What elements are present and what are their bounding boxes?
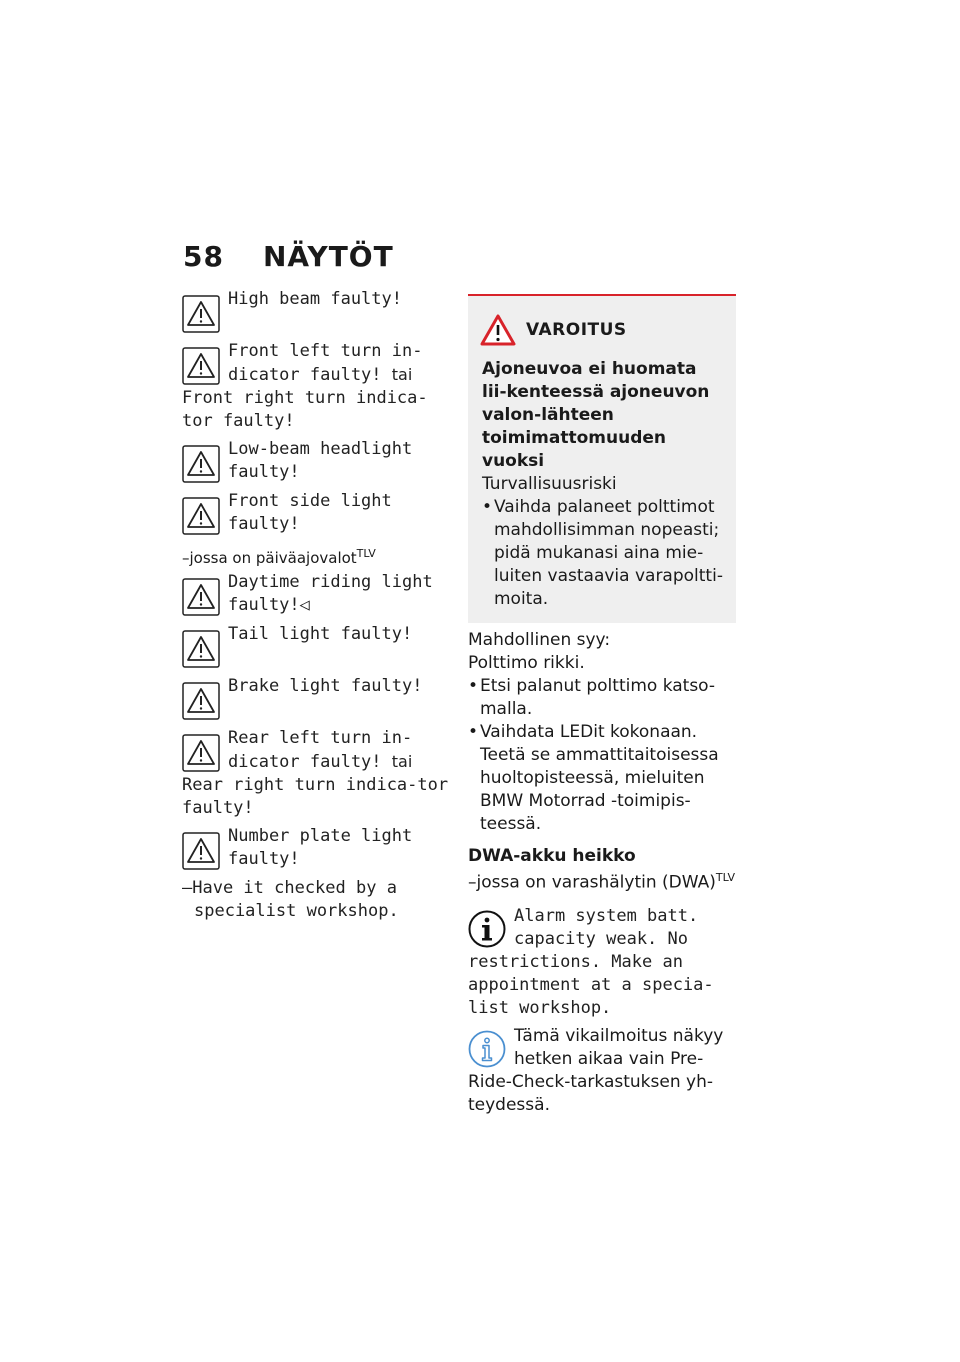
message-daytime-riding-light: [182, 571, 450, 618]
drl-condition: [182, 542, 450, 570]
warning-heading: Ajoneuvoa ei huomata lii-kenteessä ajoneuvon valon-lähteen toimimattomuuden vuoksi: [482, 359, 710, 471]
message-tail-light: [182, 623, 450, 670]
warning-icon: [182, 578, 220, 616]
message-text: Rear left turn in-dicator faulty!: [228, 728, 413, 772]
step-item: • Vaihdata LEDit kokonaan. Teetä se ammattitaitoisessa huoltopisteessä, mieluiten BMW Motorrad -toimipis-teessä.: [468, 721, 736, 836]
warning-header: [480, 314, 724, 346]
page-header: [183, 240, 394, 273]
message-text: Front side light faulty!: [228, 491, 392, 534]
warning-icon: [182, 682, 220, 720]
message-low-beam: [182, 438, 450, 485]
warning-icon: [182, 734, 220, 772]
warning-box: [468, 294, 736, 623]
message-text: Daytime riding light faulty!◁: [228, 572, 433, 615]
info-note-text: Tämä vikailmoitus näkyy hetken aikaa vain Pre-Ride-Check-tarkastuksen yh-teydessä.: [468, 1025, 724, 1115]
warning-title: VAROITUS: [526, 320, 627, 340]
message-high-beam: [182, 288, 450, 335]
message-text: Number plate light faulty!: [228, 826, 413, 869]
right-column: [468, 294, 736, 1122]
left-column: [182, 288, 450, 923]
info-note: [468, 1025, 736, 1117]
warning-icon: [182, 832, 220, 870]
alarm-message: [468, 905, 736, 1020]
warning-icon: [182, 445, 220, 483]
message-suffix: tai: [391, 752, 413, 771]
warning-icon: [182, 347, 220, 385]
info-icon: [468, 910, 506, 948]
cause-text: Polttimo rikki.: [468, 653, 585, 673]
message-text-alt: Rear right turn indica-tor faulty!: [182, 775, 449, 818]
action-instruction: –Have it checked by a specialist workshop.: [182, 878, 399, 921]
warning-bullet: • Vaihda palaneet polttimot mahdollisimman nopeasti; pidä mukanasi aina mie-luiten vastaavia varapoltti-moita.: [482, 496, 724, 611]
message-suffix: tai: [391, 365, 413, 384]
dwa-title: DWA-akku heikko: [468, 846, 636, 866]
message-front-left-indicator: [182, 340, 450, 433]
warning-icon: [182, 295, 220, 333]
warning-triangle-icon: [480, 314, 516, 346]
dwa-condition-text: –jossa on varashälytin (DWA): [468, 872, 716, 893]
cause-label: Mahdollinen syy:: [468, 630, 611, 650]
message-text: High beam faulty!: [228, 289, 402, 309]
page-number: 58: [183, 240, 224, 273]
message-front-side-light: [182, 490, 450, 537]
steps-list: [468, 675, 736, 836]
info-icon: [468, 1030, 506, 1068]
message-text-alt: Front right turn indica-tor faulty!: [182, 388, 428, 431]
message-text: Tail light faulty!: [228, 624, 413, 644]
alarm-message-text: Alarm system batt. capacity weak. No restrictions. Make an appointment at a specia-list workshop.: [468, 905, 714, 1018]
warning-icon: [182, 497, 220, 535]
message-number-plate-light: [182, 825, 450, 872]
step-item: • Etsi palanut polttimo katso-malla.: [468, 675, 736, 721]
dwa-tag: TLV: [715, 871, 736, 884]
page-title: NÄYTÖT: [263, 240, 394, 273]
message-text: Low-beam headlight faulty!: [228, 439, 413, 482]
drl-condition-text: –jossa on päiväajovalot: [182, 549, 357, 567]
message-text: Front left turn in-dicator faulty!: [228, 341, 423, 385]
dwa-condition: [468, 866, 736, 895]
message-rear-left-indicator: [182, 727, 450, 820]
message-text: Brake light faulty!: [228, 676, 423, 696]
warning-bullets: [470, 496, 724, 611]
warning-icon: [182, 630, 220, 668]
drl-tag: TLV: [356, 547, 376, 560]
message-brake-light: [182, 675, 450, 722]
warning-risk: Turvallisuusriski: [482, 474, 617, 494]
